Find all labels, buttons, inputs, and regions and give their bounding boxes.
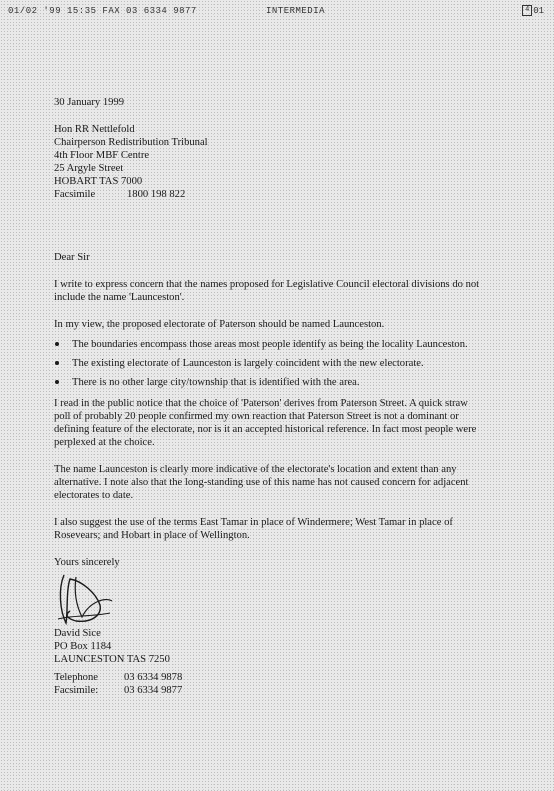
paragraph-3: I read in the public notice that the choice of 'Paterson' derives from Paterson Street. A quick straw poll of probably 20 people confirmed my own reaction that Paterson Street is not a dominant or defining feature of the electorate, nor is it an accepted historical reference. In fact most people were perplexed at the choice. [54,398,477,448]
recipient-line: 25 Argyle Street [54,163,124,174]
telephone-value: 03 6334 9878 [124,672,183,683]
sender-facsimile-label: Facsimile: [54,685,99,696]
letter-body [54,96,484,697]
paragraph-5: I also suggest the use of the terms East Tamar in place of Windermere; West Tamar in place of Rosevears; and Hobart in place of Wellington. [54,517,453,541]
fax-page-number [522,5,544,16]
fax-header-info: 01/02 '99 15:35 FAX 03 6334 9877 [8,6,197,16]
bullet-text: The existing electorate of Launceston is largely coincident with the new electorate. [72,358,424,369]
recipient-line: Chairperson Redistribution Tribunal [54,137,208,148]
recipient-line: Hon RR Nettlefold [54,124,135,135]
bullet-item [54,376,484,389]
paragraph-1: I write to express concern that the names proposed for Legislative Council electoral divisions do not include the name 'Launceston'. [54,279,480,303]
fax-header-sender: INTERMEDIA [266,6,326,16]
paragraph-2: In my view, the proposed electorate of Paterson should be named Launceston. [54,319,385,330]
sender-po-box: PO Box 1184 [54,641,112,652]
sender-details [54,627,484,697]
sender-name: David Sice [54,628,101,639]
signature-image [56,571,116,627]
bullet-item [54,338,484,351]
recipient-facsimile [54,188,484,201]
bullet-text: The boundaries encompass those areas most people identify as being the locality Launceston. [72,339,468,350]
recipient-address [54,123,484,201]
page-number-text: 01 [533,5,544,16]
recipient-line: HOBART TAS 7000 [54,176,143,187]
paragraph-4: The name Launceston is clearly more indicative of the electorate's location and extent than any alternative. I note also that the long-standing use of this name has not caused concern for adjacent electorates to date. [54,464,469,501]
fax-transmission-header [8,4,548,18]
facsimile-value: 1800 198 822 [127,189,186,200]
bullet-text: There is no other large city/township that is identified with the area. [72,377,360,388]
bullet-list [54,338,484,389]
page-box-icon: 4 [522,5,532,16]
sender-city: LAUNCESTON TAS 7250 [54,654,170,665]
facsimile-label: Facsimile [54,189,96,200]
closing: Yours sincerely [54,557,120,568]
sender-telephone [54,671,484,684]
bullet-item [54,357,484,370]
bullet-icon [55,380,59,384]
salutation: Dear Sir [54,252,90,263]
sender-facsimile [54,684,484,697]
telephone-label: Telephone [54,672,98,683]
bullet-icon [55,361,59,365]
letter-date: 30 January 1999 [54,97,125,108]
recipient-line: 4th Floor MBF Centre [54,150,150,161]
sender-facsimile-value: 03 6334 9877 [124,685,183,696]
bullet-icon [55,342,59,346]
